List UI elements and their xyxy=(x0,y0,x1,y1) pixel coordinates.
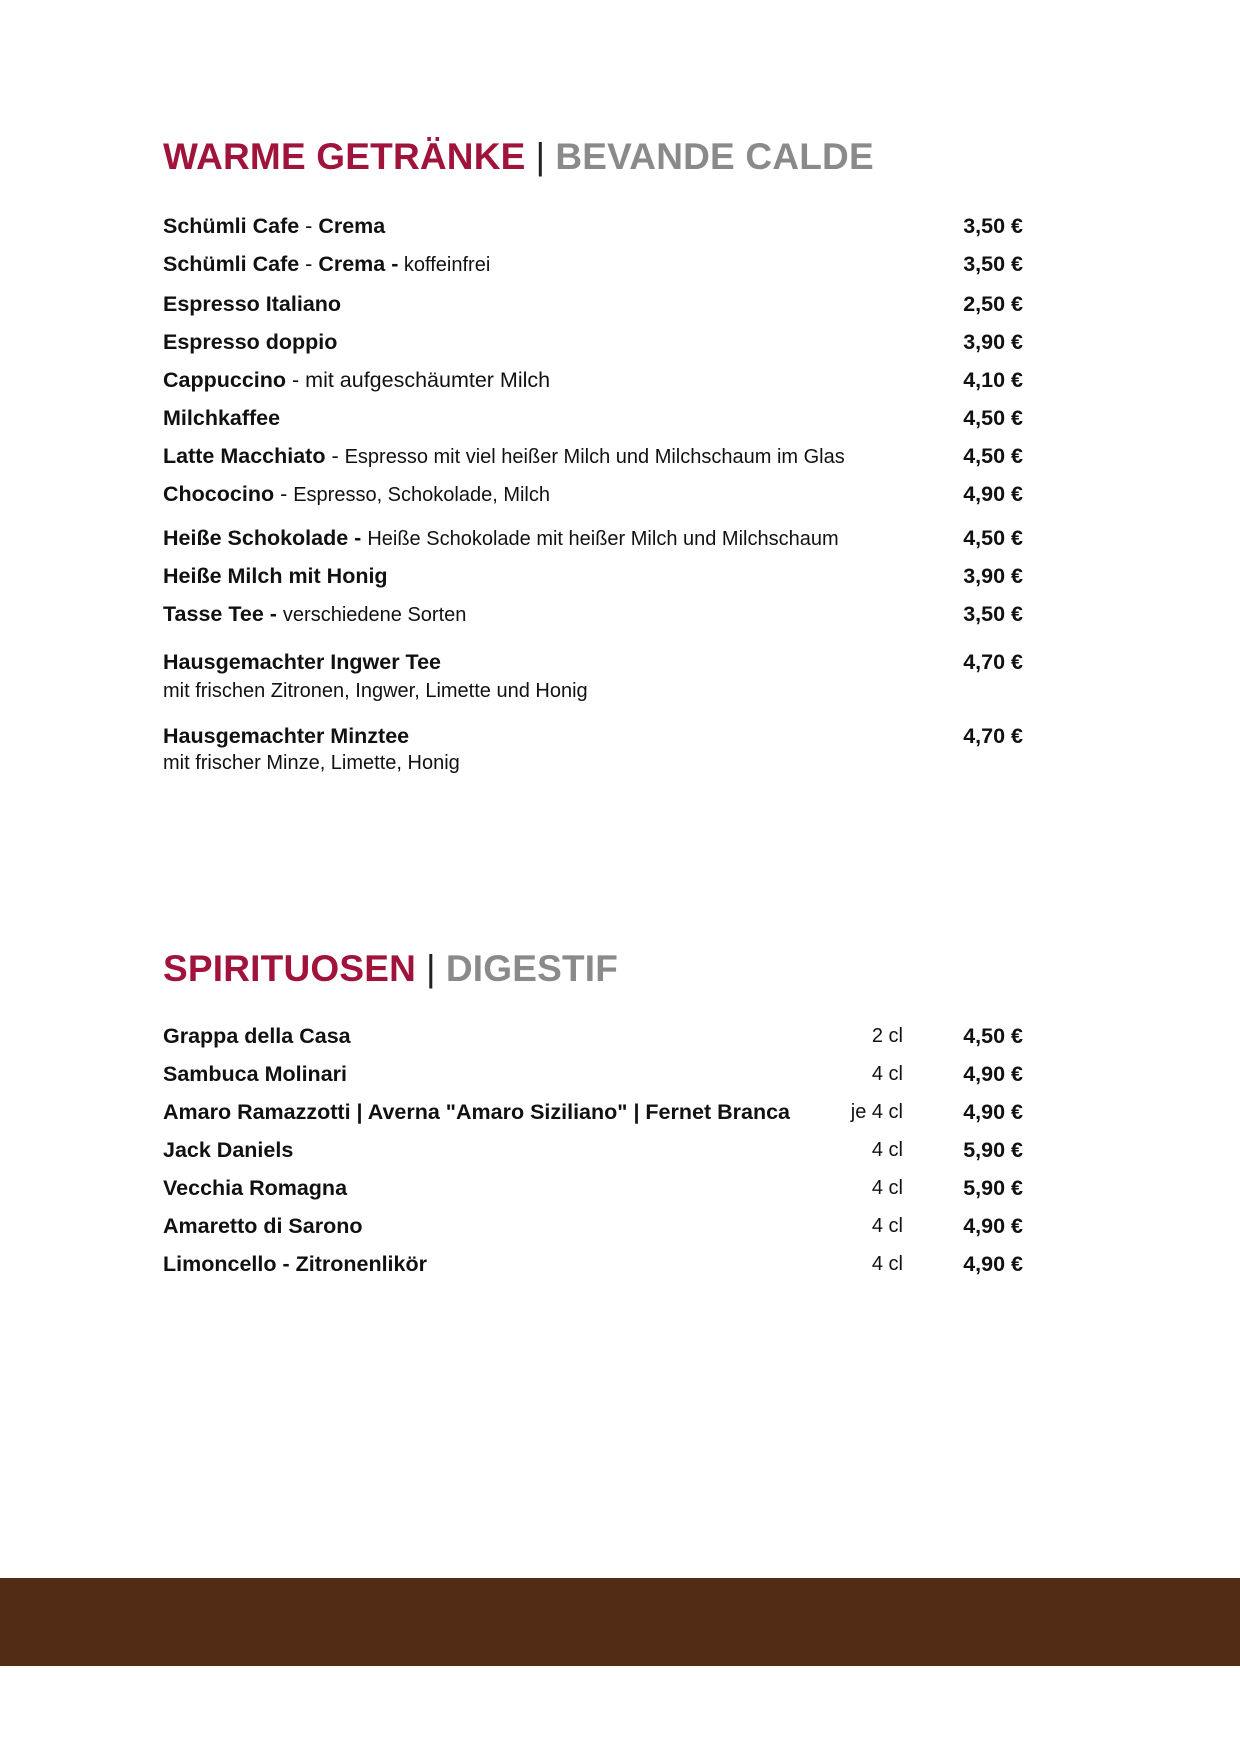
item-price: 4,50 € xyxy=(963,526,1023,550)
item-price: 4,10 € xyxy=(963,368,1023,392)
item-price: 5,90 € xyxy=(963,1176,1023,1200)
item-name: Amaretto di Sarono xyxy=(163,1214,363,1238)
item-name: Jack Daniels xyxy=(163,1138,294,1162)
menu-item xyxy=(163,1174,1023,1202)
item-price: 3,90 € xyxy=(963,330,1023,354)
heading-separator: | xyxy=(426,948,436,989)
item-name-suffix: Crema - xyxy=(318,252,399,276)
spirits-section xyxy=(163,948,1023,1288)
item-description: Espresso mit viel heißer Milch und Milchschaum im Glas xyxy=(344,446,845,468)
menu-item xyxy=(163,1060,1023,1088)
item-name: Schümli Cafe xyxy=(163,252,300,276)
item-quantity: 4 cl xyxy=(871,1063,903,1085)
item-name: Amaro Ramazzotti | Averna "Amaro Siziliano" | Fernet Branca xyxy=(163,1100,791,1124)
item-name: Schümli Cafe xyxy=(163,214,300,238)
menu-item xyxy=(163,648,1023,676)
spirits-heading xyxy=(163,948,618,990)
warm-drinks-subtitle: BEVANDE CALDE xyxy=(555,136,874,177)
spirits-title: SPIRITUOSEN xyxy=(163,948,417,989)
item-price: 4,90 € xyxy=(963,1214,1023,1238)
menu-item xyxy=(163,480,1023,509)
item-name: Hausgemachter Minztee xyxy=(163,724,410,748)
menu-item xyxy=(163,1022,1023,1050)
item-dash: - xyxy=(299,214,319,238)
item-name: Espresso Italiano xyxy=(163,292,342,316)
item-price: 3,90 € xyxy=(963,564,1023,588)
spirits-subtitle: DIGESTIF xyxy=(445,948,619,989)
item-name: Limoncello - Zitronenlikör xyxy=(163,1252,427,1276)
item-dash: - xyxy=(325,444,345,468)
menu-item xyxy=(163,1212,1023,1240)
item-name: Sambuca Molinari xyxy=(163,1062,347,1086)
menu-item xyxy=(163,290,1023,318)
warm-drinks-heading xyxy=(163,136,874,178)
item-dash: - xyxy=(274,482,294,506)
menu-item xyxy=(163,722,1023,750)
item-quantity: je 4 cl xyxy=(850,1101,903,1123)
menu-item xyxy=(163,562,1023,590)
item-name: Chococino xyxy=(163,482,275,506)
item-price: 4,90 € xyxy=(963,482,1023,506)
item-name-suffix: Crema xyxy=(318,214,386,238)
menu-item xyxy=(163,404,1023,432)
heading-separator: | xyxy=(535,136,546,177)
menu-item xyxy=(163,1098,1023,1126)
menu-item xyxy=(163,212,1023,240)
item-subdescription: mit frischer Minze, Limette, Honig xyxy=(163,752,460,774)
item-name: Latte Macchiato xyxy=(163,444,326,468)
item-price: 4,50 € xyxy=(963,1024,1023,1048)
item-description: koffeinfrei xyxy=(398,254,491,276)
item-subdescription: mit frischen Zitronen, Ingwer, Limette und Honig xyxy=(163,680,588,702)
menu-item xyxy=(163,1250,1023,1278)
item-description: mit aufgeschäumter Milch xyxy=(305,368,551,392)
warm-drinks-section xyxy=(163,136,1023,786)
item-name: Hausgemachter Ingwer Tee xyxy=(163,650,441,674)
item-name: Grappa della Casa xyxy=(163,1024,351,1048)
item-name: Tasse Tee - xyxy=(163,602,277,626)
item-name: Heiße Milch mit Honig xyxy=(163,564,388,588)
item-price: 2,50 € xyxy=(963,292,1023,316)
item-description: Heiße Schokolade mit heißer Milch und Milchschaum xyxy=(367,528,839,550)
menu-item xyxy=(163,250,1023,279)
item-price: 5,90 € xyxy=(963,1138,1023,1162)
item-description: verschiedene Sorten xyxy=(282,604,467,626)
item-price: 4,90 € xyxy=(963,1100,1023,1124)
item-dash: - xyxy=(286,368,306,392)
item-price: 4,70 € xyxy=(963,650,1023,674)
item-dash: - xyxy=(299,252,319,276)
item-price: 3,50 € xyxy=(963,602,1023,626)
item-description: Espresso, Schokolade, Milch xyxy=(293,484,550,506)
item-price: 4,50 € xyxy=(963,406,1023,430)
item-name: Milchkaffee xyxy=(163,406,281,430)
menu-item xyxy=(163,524,1023,553)
item-price: 4,90 € xyxy=(963,1252,1023,1276)
item-price: 4,70 € xyxy=(963,724,1023,748)
menu-item xyxy=(163,1136,1023,1164)
menu-item xyxy=(163,600,1023,629)
menu-item xyxy=(163,442,1023,471)
item-name: Espresso doppio xyxy=(163,330,338,354)
item-price: 3,50 € xyxy=(963,252,1023,276)
item-quantity: 4 cl xyxy=(871,1139,903,1161)
item-name: Cappuccino xyxy=(163,368,287,392)
item-quantity: 4 cl xyxy=(871,1253,903,1275)
item-name: Heiße Schokolade - xyxy=(163,526,362,550)
item-quantity: 2 cl xyxy=(871,1025,903,1047)
warm-drinks-title: WARME GETRÄNKE xyxy=(163,136,526,177)
item-price: 3,50 € xyxy=(963,214,1023,238)
menu-item xyxy=(163,328,1023,356)
menu-item xyxy=(163,366,1023,394)
item-quantity: 4 cl xyxy=(871,1177,903,1199)
item-price: 4,50 € xyxy=(963,444,1023,468)
item-name: Vecchia Romagna xyxy=(163,1176,348,1200)
item-quantity: 4 cl xyxy=(871,1215,903,1237)
footer-band xyxy=(0,1578,1240,1666)
item-price: 4,90 € xyxy=(963,1062,1023,1086)
